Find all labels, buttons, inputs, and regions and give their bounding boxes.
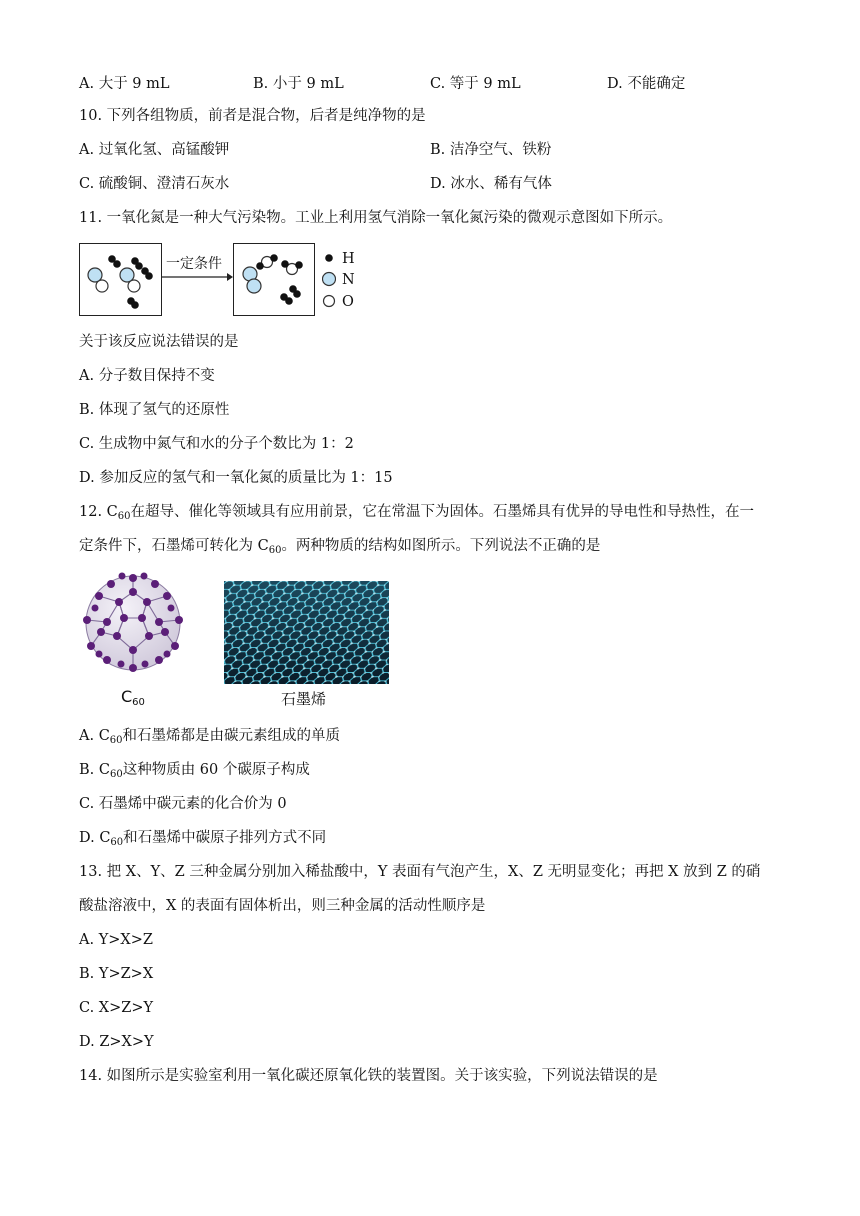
arrow-condition-label: 一定条件 [166,256,222,272]
c60-image [77,570,189,676]
q11-question: 关于该反应说法错误的是 [79,334,239,350]
q9-option-c[interactable]: C. 等于 9 mL [430,76,521,92]
q12-option-d[interactable]: D. $C_{60}$和石墨烯中碳原子排列方式不同 [79,830,327,848]
q11-option-a[interactable]: A. 分子数目保持不变 [79,368,215,384]
reactant-molecules [80,244,161,315]
q12-stem-line2: 定条件下，石墨烯可转化为 $C_{60}$。两种物质的结构如图所示。下列说法不正确的是 [79,538,601,556]
products-box [233,243,315,316]
legend-symbols [322,250,336,310]
legend-n: N [342,272,355,288]
q10-option-d[interactable]: D. 冰水、稀有气体 [430,176,552,192]
q10-option-a[interactable]: A. 过氧化氢、高锰酸钾 [79,142,230,158]
reactants-box [79,243,162,316]
q9-option-d[interactable]: D. 不能确定 [607,76,686,92]
q13-option-b[interactable]: B. Y>Z>X [79,966,154,982]
q10-option-b[interactable]: B. 洁净空气、铁粉 [430,142,552,158]
q12-option-b[interactable]: B. $C_{60}$这种物质由 60 个碳原子构成 [79,762,310,780]
q13-option-d[interactable]: D. Z>X>Y [79,1034,154,1050]
q12-option-c[interactable]: C. 石墨烯中碳元素的化合价为 0 [79,796,287,812]
q11-stem: 11. 一氧化氮是一种大气污染物。工业上利用氢气消除一氧化氮污染的微观示意图如下所示。 [79,210,673,226]
q12-option-a[interactable]: A. $C_{60}$和石墨烯都是由碳元素组成的单质 [79,728,341,746]
graphene-lattice-icon [224,581,389,684]
graphene-image [224,581,389,684]
q12-stem-line1: 12. $C_{60}$在超导、催化等领域具有应用前景，它在常温下为固体。石墨烯具有优异的导电性和导热性，在一 [79,504,754,522]
c60-caption: $C_{60}$ [121,687,145,708]
q14-stem: 14. 如图所示是实验室利用一氧化碳还原氧化铁的装置图。关于该实验，下列说法错误的是 [79,1068,658,1084]
q9-option-a[interactable]: A. 大于 9 mL [79,76,170,92]
q13-option-c[interactable]: C. X>Z>Y [79,1000,154,1016]
q10-stem: 10. 下列各组物质，前者是混合物，后者是纯净物的是 [79,108,426,124]
q13-option-a[interactable]: A. Y>X>Z [79,932,153,948]
q13-stem-line2: 酸盐溶液中，X 的表面有固体析出，则三种金属的活动性顺序是 [79,898,486,914]
q13-stem-line1: 13. 把 X、Y、Z 三种金属分别加入稀盐酸中，Y 表面有气泡产生，X、Z 无明显变化；再把 X 放到 Z 的硝 [79,864,761,880]
legend-h: H [342,251,355,267]
q11-option-b[interactable]: B. 体现了氢气的还原性 [79,402,230,418]
product-molecules [234,244,314,315]
q11-option-d[interactable]: D. 参加反应的氢气和一氧化氮的质量比为 1：15 [79,470,393,486]
q10-option-c[interactable]: C. 硫酸铜、澄清石灰水 [79,176,230,192]
c60-fullerene-icon [77,570,189,676]
graphene-caption: 石墨烯 [281,690,327,708]
q11-option-c[interactable]: C. 生成物中氮气和水的分子个数比为 1：2 [79,436,354,452]
legend-o: O [342,294,354,310]
q9-option-b[interactable]: B. 小于 9 mL [253,76,344,92]
